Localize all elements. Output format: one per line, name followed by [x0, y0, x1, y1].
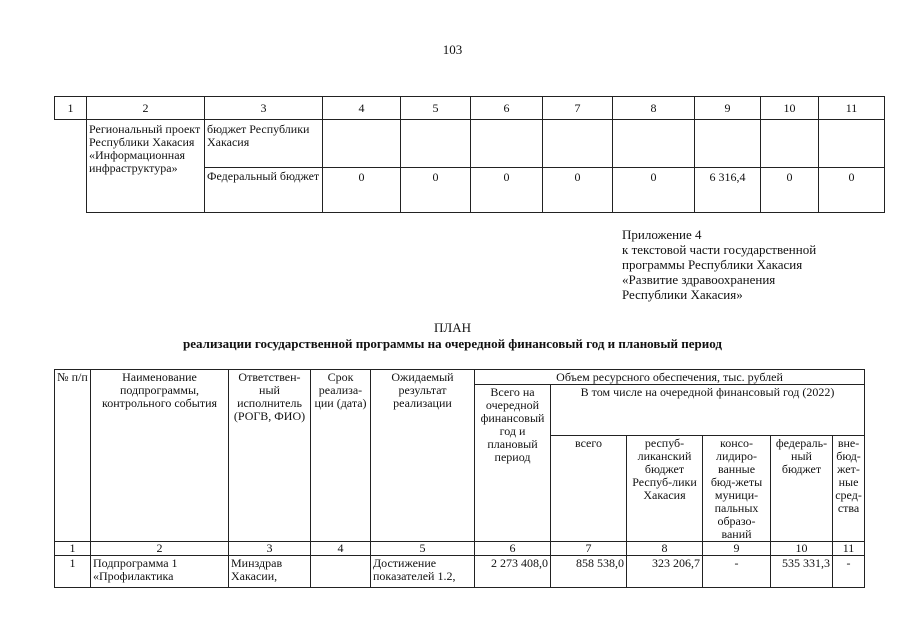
subprogram-name: Подпрограмма 1 «Профилактика: [91, 556, 229, 588]
column-number: 9: [703, 542, 771, 556]
table-cell: 0: [543, 168, 613, 213]
plan-subtitle: реализации государственной программы на очередной финансовый год и плановый период: [183, 336, 722, 351]
column-number: 6: [475, 542, 551, 556]
column-number: 11: [819, 97, 885, 120]
table-cell: [471, 120, 543, 168]
column-number: 8: [627, 542, 703, 556]
header-total-all: Всего на очередной финансовый год и плановый период: [475, 385, 551, 542]
republic-budget-cell: 323 206,7: [627, 556, 703, 588]
column-number: 1: [55, 97, 87, 120]
funding-source-cell: бюджет Республики Хакасия: [205, 120, 323, 168]
header-name: Наименование подпрограммы, контрольного события: [91, 370, 229, 542]
table-row: [55, 556, 865, 588]
column-number: 8: [613, 97, 695, 120]
table-cell: 0: [471, 168, 543, 213]
table-cell: 0: [613, 168, 695, 213]
column-number: 11: [833, 542, 865, 556]
column-number: 4: [311, 542, 371, 556]
appendix-note: Приложение 4 к текстовой части государственной программы Республики Хакасия «Развитие здравоохранения Республики Хакасия»: [622, 227, 817, 302]
total-cell: 858 538,0: [551, 556, 627, 588]
term-cell: [311, 556, 371, 588]
table-cell: 6 316,4: [695, 168, 761, 213]
header-term: Срок реализа-ции (дата): [311, 370, 371, 542]
total-all-cell: 2 273 408,0: [475, 556, 551, 588]
table-cell: 0: [761, 168, 819, 213]
plan-table: [54, 369, 865, 588]
column-number: 1: [55, 542, 91, 556]
column-number: 10: [771, 542, 833, 556]
column-number: 4: [323, 97, 401, 120]
column-number: 5: [371, 542, 475, 556]
column-number: 3: [229, 542, 311, 556]
header-total: всего: [551, 436, 627, 542]
federal-budget-cell: 535 331,3: [771, 556, 833, 588]
table-cell: [323, 120, 401, 168]
funding-source-cell: Федеральный бюджет: [205, 168, 323, 213]
row-number: 1: [55, 556, 91, 588]
column-numbers-row: [55, 542, 865, 556]
table-cell: 0: [323, 168, 401, 213]
table-cell: 0: [401, 168, 471, 213]
extrabudget-cell: -: [833, 556, 865, 588]
executor-cell: Минздрав Хакасии,: [229, 556, 311, 588]
empty-cell: [55, 120, 87, 213]
header-extrabudget: вне-бюд-жет-ные сред-ства: [833, 436, 865, 542]
header-result: Ожидаемый результат реализации: [371, 370, 475, 542]
column-number: 2: [91, 542, 229, 556]
plan-header-row: [55, 370, 865, 385]
header-municipal-budgets: консо-лидиро-ванные бюд-жеты муници-пальных образо-ваний: [703, 436, 771, 542]
resource-table: [54, 96, 885, 213]
table-cell: 0: [819, 168, 885, 213]
header-federal-budget: федераль-ный бюджет: [771, 436, 833, 542]
page-number: 103: [442, 42, 463, 57]
table-cell: [613, 120, 695, 168]
column-number: 5: [401, 97, 471, 120]
project-name-cell: Региональный проект Республики Хакасия «Информационная инфраструктура»: [87, 120, 205, 213]
column-number: 3: [205, 97, 323, 120]
table-header-row: [55, 97, 885, 120]
table-cell: [401, 120, 471, 168]
municipal-budgets-cell: -: [703, 556, 771, 588]
column-number: 2: [87, 97, 205, 120]
header-republic-budget: респуб-ликанский бюджет Респуб-лики Хакасия: [627, 436, 703, 542]
table-cell: [819, 120, 885, 168]
header-resource-volume: Объем ресурсного обеспечения, тыс. рублей: [475, 370, 865, 385]
header-current-year: В том числе на очередной финансовый год (2022): [551, 385, 865, 436]
header-number: № п/п: [55, 370, 91, 542]
table-cell: [761, 120, 819, 168]
header-executor: Ответствен-ный исполнитель (РОГВ, ФИО): [229, 370, 311, 542]
column-number: 10: [761, 97, 819, 120]
column-number: 9: [695, 97, 761, 120]
column-number: 7: [543, 97, 613, 120]
plan-title: ПЛАН: [434, 320, 471, 335]
table-cell: [695, 120, 761, 168]
result-cell: Достижение показателей 1.2,: [371, 556, 475, 588]
column-number: 6: [471, 97, 543, 120]
table-cell: [543, 120, 613, 168]
table-row: [55, 120, 885, 168]
column-number: 7: [551, 542, 627, 556]
